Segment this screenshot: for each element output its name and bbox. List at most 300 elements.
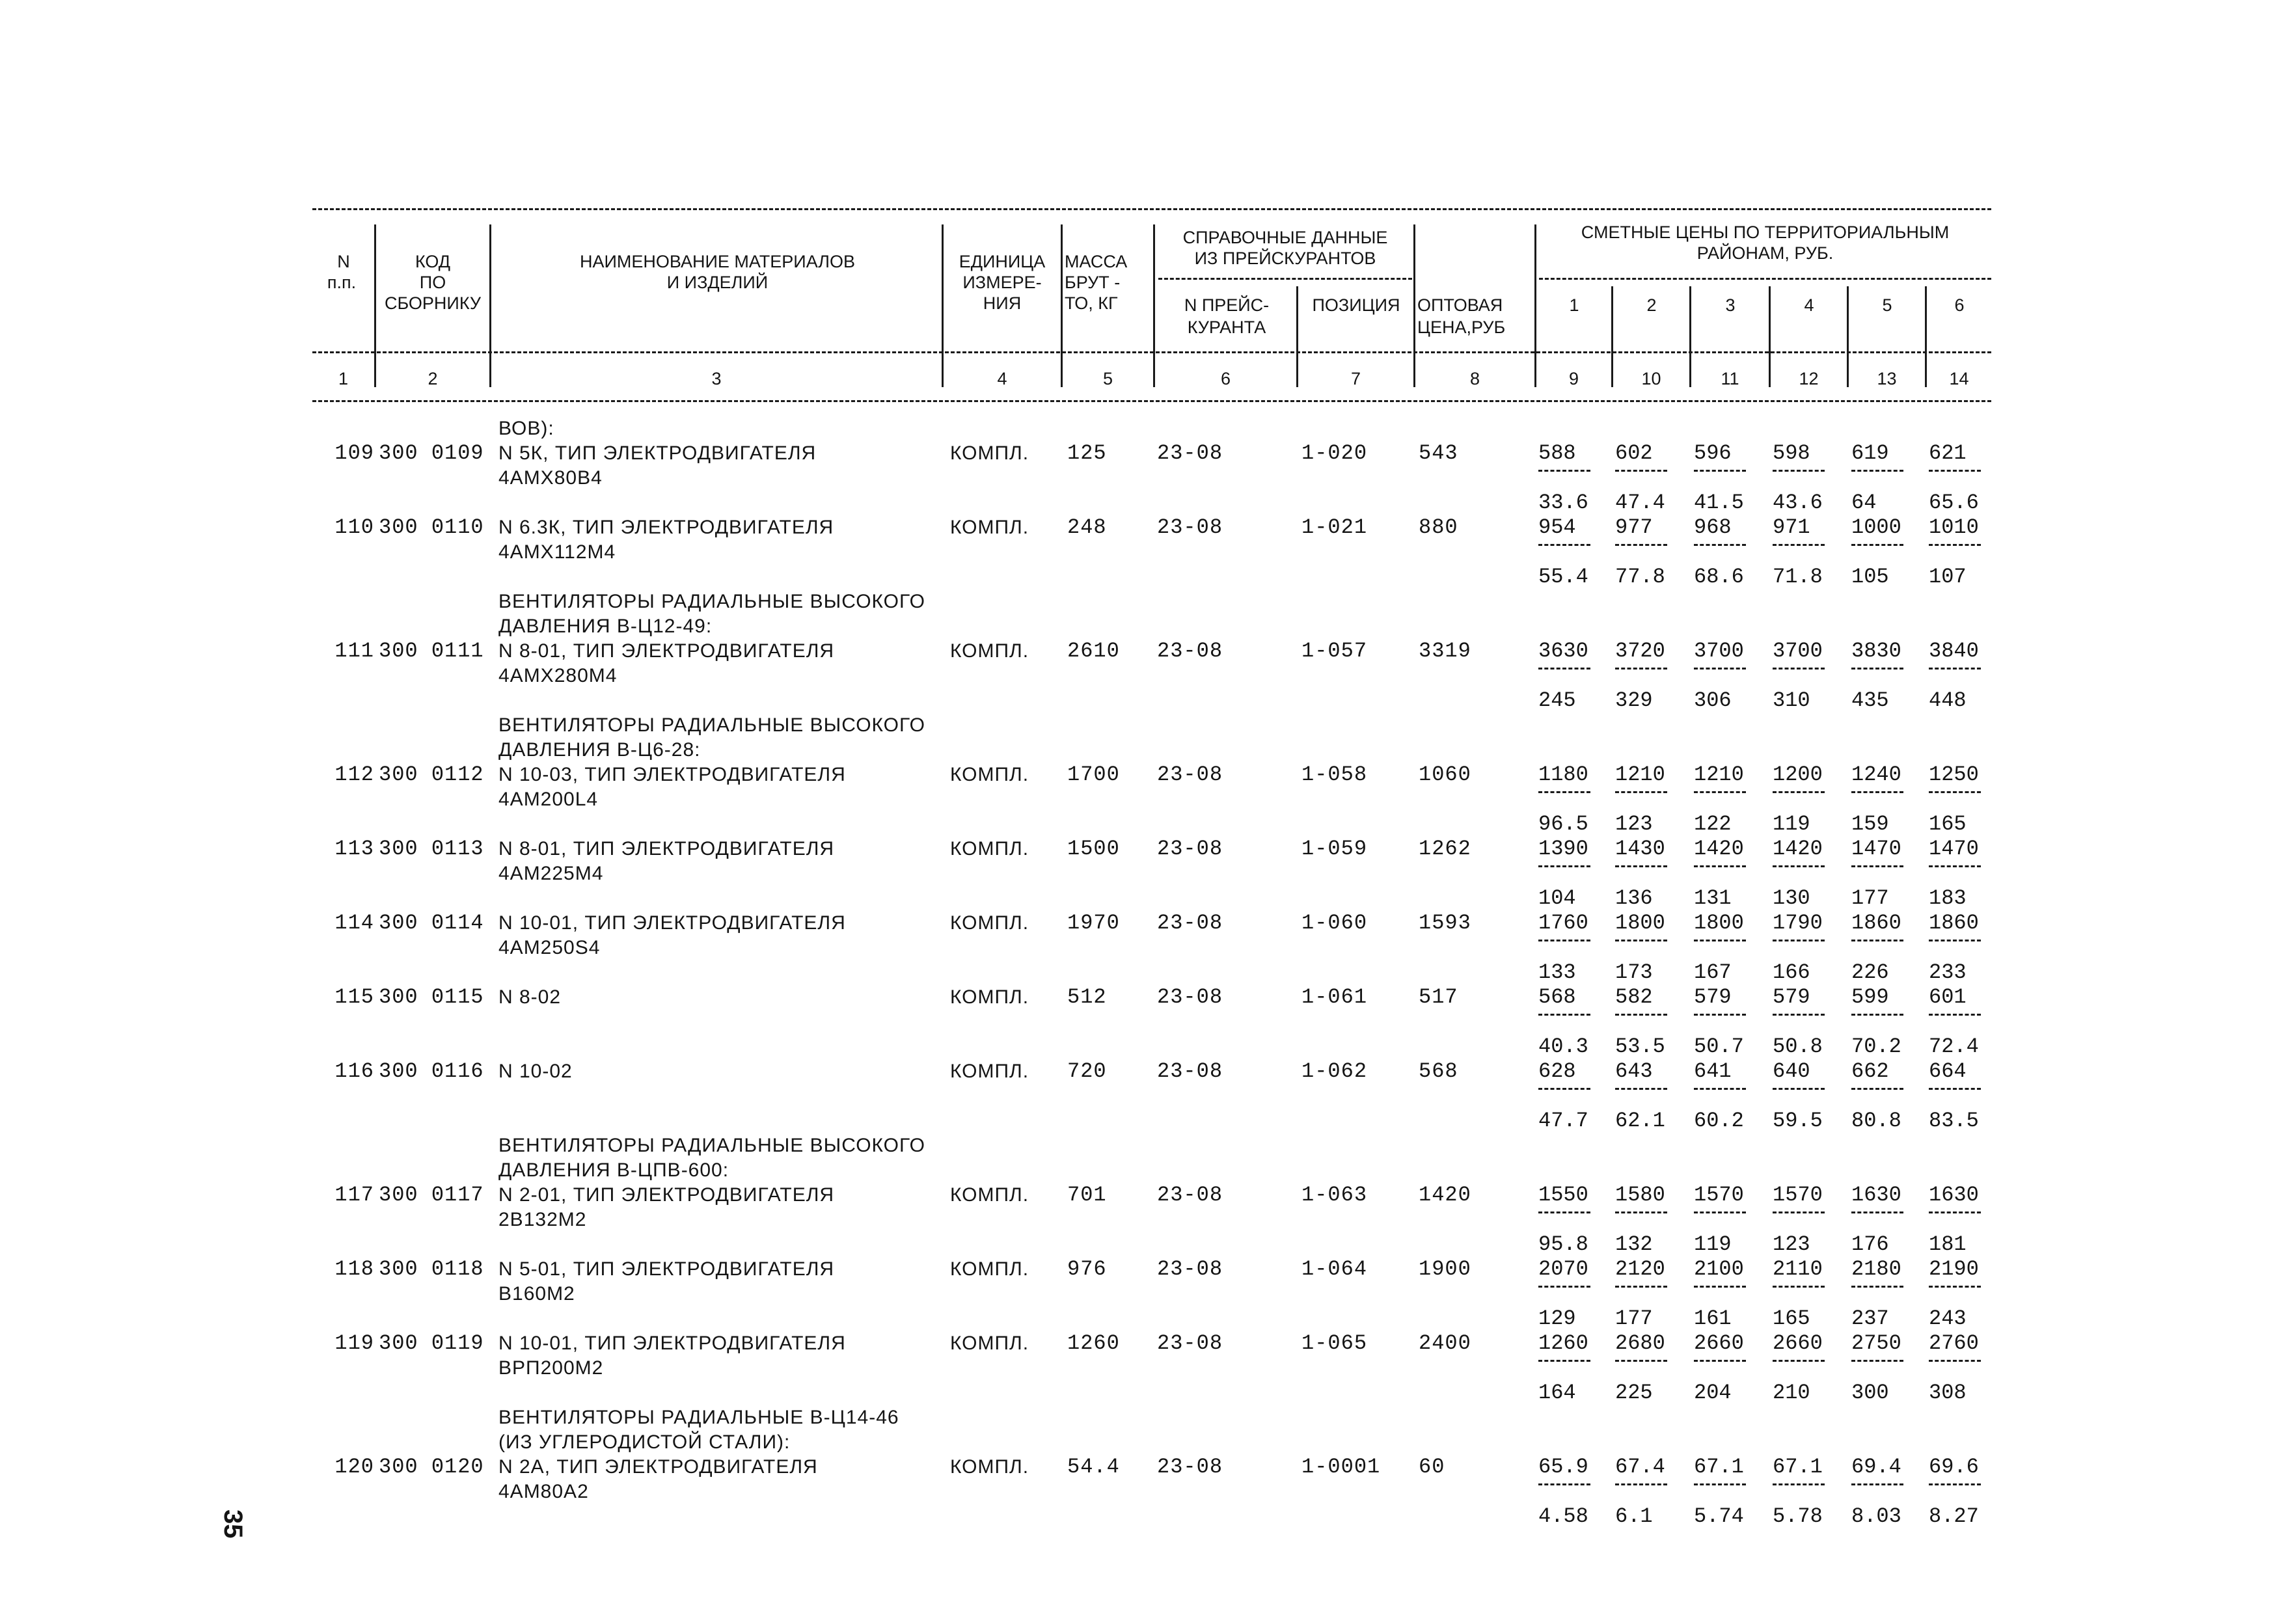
- district-price-1: 954: [1538, 515, 1576, 539]
- fraction-bar: [1694, 1286, 1746, 1288]
- district-price-3: 641: [1694, 1059, 1732, 1083]
- header-district-2: 2: [1646, 295, 1657, 315]
- item-price-list: 23-08: [1157, 1183, 1223, 1207]
- item-name-line: 4АМ80А2: [498, 1481, 589, 1502]
- item-price-list: 23-08: [1157, 515, 1223, 539]
- item-mass: 1260: [1067, 1331, 1120, 1355]
- district-price-extra-2: 47.4: [1615, 491, 1665, 515]
- item-name-line: 2В132М2: [498, 1209, 587, 1230]
- item-name-line: N 10-01, ТИП ЭЛЕКТРОДВИГАТЕЛЯ: [498, 912, 846, 934]
- district-price-extra-3: 167: [1694, 960, 1732, 984]
- district-price-2: 602: [1615, 441, 1653, 465]
- fraction-bar: [1929, 1360, 1981, 1362]
- header-col8-line2: ЦЕНА,РУБ: [1417, 318, 1506, 337]
- district-price-extra-3: 204: [1694, 1381, 1732, 1405]
- colnum-9: 9: [1568, 369, 1579, 388]
- row-number: 116: [334, 1059, 374, 1083]
- item-mass: 248: [1067, 515, 1107, 539]
- row-number: 111: [334, 639, 374, 663]
- district-price-2: 977: [1615, 515, 1653, 539]
- fraction-bar: [1851, 1483, 1903, 1485]
- district-price-extra-2: 136: [1615, 886, 1653, 910]
- header-col8-line1: ОПТОВАЯ: [1417, 295, 1503, 315]
- district-price-extra-4: 119: [1773, 812, 1810, 836]
- district-price-4: 2110: [1773, 1257, 1823, 1281]
- district-price-4: 1200: [1773, 763, 1823, 787]
- item-mass: 125: [1067, 441, 1107, 465]
- district-price-4: 3700: [1773, 639, 1823, 663]
- district-price-extra-6: 165: [1929, 812, 1967, 836]
- header-col3-line1: НАИМЕНОВАНИЕ МАТЕРИАЛОВ: [579, 252, 856, 271]
- fraction-bar: [1538, 1211, 1590, 1213]
- district-price-extra-2: 173: [1615, 960, 1653, 984]
- district-price-3: 2100: [1694, 1257, 1744, 1281]
- district-price-5: 1630: [1851, 1183, 1901, 1207]
- row-number: 110: [334, 515, 374, 539]
- fraction-bar: [1851, 668, 1903, 670]
- item-name-line: 4АМ250S4: [498, 937, 601, 958]
- district-price-extra-3: 68.6: [1694, 565, 1744, 589]
- fraction-bar: [1773, 1483, 1825, 1485]
- fraction-bar: [1851, 1286, 1903, 1288]
- district-price-6: 69.6: [1929, 1455, 1979, 1479]
- district-price-extra-3: 122: [1694, 812, 1732, 836]
- item-position: 1-059: [1301, 837, 1368, 861]
- item-price-list: 23-08: [1157, 763, 1223, 787]
- colnum-1: 1: [338, 369, 349, 388]
- colnum-12: 12: [1799, 369, 1819, 388]
- item-mass: 512: [1067, 985, 1107, 1009]
- col-separator: [1534, 224, 1536, 387]
- header-col1-line2: п.п.: [327, 273, 357, 292]
- colnum-11: 11: [1721, 369, 1739, 388]
- district-price-3: 1210: [1694, 763, 1744, 787]
- district-price-extra-3: 119: [1694, 1232, 1732, 1256]
- row-code: 300 0109: [379, 441, 484, 465]
- fraction-bar: [1538, 1088, 1590, 1090]
- header-ref-group-line1: СПРАВОЧНЫЕ ДАННЫЕ: [1182, 228, 1388, 247]
- district-price-extra-6: 83.5: [1929, 1109, 1979, 1133]
- item-unit: КОМПЛ.: [950, 517, 1029, 538]
- fraction-bar: [1929, 544, 1981, 546]
- district-price-extra-4: 123: [1773, 1232, 1810, 1256]
- district-price-extra-6: 243: [1929, 1306, 1967, 1331]
- item-name-line: ВРП200М2: [498, 1357, 604, 1379]
- fraction-bar: [1615, 1360, 1667, 1362]
- district-price-5: 1240: [1851, 763, 1901, 787]
- district-price-2: 1580: [1615, 1183, 1665, 1207]
- district-price-4: 971: [1773, 515, 1810, 539]
- district-price-1: 3630: [1538, 639, 1588, 663]
- header-top-rule: [312, 208, 1991, 210]
- header-district-5: 5: [1882, 295, 1892, 315]
- fraction-bar: [1773, 668, 1825, 670]
- district-price-extra-3: 60.2: [1694, 1109, 1744, 1133]
- item-mass: 54.4: [1067, 1455, 1120, 1479]
- item-price-list: 23-08: [1157, 1455, 1223, 1479]
- fraction-bar: [1615, 1211, 1667, 1213]
- group-heading-line: ВОВ):: [498, 418, 554, 439]
- item-wholesale-price: 1262: [1419, 837, 1471, 861]
- district-price-extra-3: 161: [1694, 1306, 1732, 1331]
- header-district-1: 1: [1569, 295, 1579, 315]
- district-price-extra-4: 310: [1773, 688, 1810, 712]
- district-price-5: 662: [1851, 1059, 1889, 1083]
- colnum-6: 6: [1220, 369, 1231, 388]
- district-price-extra-2: 329: [1615, 688, 1653, 712]
- district-price-5: 619: [1851, 441, 1889, 465]
- district-price-extra-2: 62.1: [1615, 1109, 1665, 1133]
- item-price-list: 23-08: [1157, 985, 1223, 1009]
- item-wholesale-price: 1593: [1419, 911, 1471, 935]
- header-col5-line1: МАССА: [1065, 252, 1128, 271]
- district-price-2: 1430: [1615, 837, 1665, 861]
- header-col2-line1: КОД: [415, 252, 451, 271]
- header-col2-line2: ПО: [419, 273, 446, 292]
- fraction-bar: [1929, 470, 1981, 472]
- ref-group-rule: [1158, 278, 1412, 280]
- item-wholesale-price: 1900: [1419, 1257, 1471, 1281]
- district-price-extra-5: 226: [1851, 960, 1889, 984]
- row-number: 117: [334, 1183, 374, 1207]
- item-position: 1-057: [1301, 639, 1368, 663]
- colnum-4: 4: [997, 369, 1007, 388]
- fraction-bar: [1851, 865, 1903, 867]
- row-number: 118: [334, 1257, 374, 1281]
- colnum-7: 7: [1350, 369, 1361, 388]
- row-code: 300 0116: [379, 1059, 484, 1083]
- district-price-extra-5: 8.03: [1851, 1504, 1901, 1528]
- header-col7: ПОЗИЦИЯ: [1312, 295, 1400, 315]
- district-price-extra-1: 33.6: [1538, 491, 1588, 515]
- district-price-extra-1: 164: [1538, 1381, 1576, 1405]
- item-wholesale-price: 3319: [1419, 639, 1471, 663]
- fraction-bar: [1615, 791, 1667, 793]
- district-price-6: 2760: [1929, 1331, 1979, 1355]
- district-price-extra-5: 237: [1851, 1306, 1889, 1331]
- district-price-2: 67.4: [1615, 1455, 1665, 1479]
- district-price-1: 1760: [1538, 911, 1588, 935]
- item-name-line: N 8-02: [498, 986, 562, 1008]
- fraction-bar: [1851, 1211, 1903, 1213]
- district-price-1: 1550: [1538, 1183, 1588, 1207]
- district-price-extra-5: 177: [1851, 886, 1889, 910]
- fraction-bar: [1694, 940, 1746, 941]
- item-mass: 720: [1067, 1059, 1107, 1083]
- header-col6-line2: КУРАНТА: [1187, 318, 1266, 337]
- row-number: 112: [334, 763, 374, 787]
- item-name-line: N 2-01, ТИП ЭЛЕКТРОДВИГАТЕЛЯ: [498, 1184, 835, 1206]
- district-price-4: 1420: [1773, 837, 1823, 861]
- district-price-extra-5: 176: [1851, 1232, 1889, 1256]
- fraction-bar: [1929, 1211, 1981, 1213]
- fraction-bar: [1538, 668, 1590, 670]
- group-heading-line: ДАВЛЕНИЯ В-Ц6-28:: [498, 739, 701, 761]
- fraction-bar: [1538, 1014, 1590, 1016]
- district-price-extra-5: 80.8: [1851, 1109, 1901, 1133]
- district-price-extra-5: 159: [1851, 812, 1889, 836]
- colnum-8: 8: [1469, 369, 1480, 388]
- fraction-bar: [1773, 1014, 1825, 1016]
- header-district-6: 6: [1954, 295, 1965, 315]
- item-unit: КОМПЛ.: [950, 442, 1029, 464]
- fraction-bar: [1694, 791, 1746, 793]
- item-mass: 1500: [1067, 837, 1120, 861]
- district-price-1: 1390: [1538, 837, 1588, 861]
- item-position: 1-060: [1301, 911, 1368, 935]
- fraction-bar: [1694, 865, 1746, 867]
- row-number: 119: [334, 1331, 374, 1355]
- item-unit: КОМПЛ.: [950, 1184, 1029, 1206]
- district-price-5: 2180: [1851, 1257, 1901, 1281]
- district-price-extra-4: 59.5: [1773, 1109, 1823, 1133]
- item-position: 1-064: [1301, 1257, 1368, 1281]
- group-heading-line: ДАВЛЕНИЯ В-Ц12-49:: [498, 616, 713, 637]
- row-code: 300 0114: [379, 911, 484, 935]
- item-unit: КОМПЛ.: [950, 912, 1029, 934]
- fraction-bar: [1615, 470, 1667, 472]
- item-position: 1-062: [1301, 1059, 1368, 1083]
- fraction-bar: [1694, 544, 1746, 546]
- fraction-bar: [1929, 1483, 1981, 1485]
- fraction-bar: [1538, 940, 1590, 941]
- fraction-bar: [1929, 1014, 1981, 1016]
- district-price-4: 579: [1773, 985, 1810, 1009]
- fraction-bar: [1538, 865, 1590, 867]
- item-price-list: 23-08: [1157, 639, 1223, 663]
- item-name-line: N 2А, ТИП ЭЛЕКТРОДВИГАТЕЛЯ: [498, 1456, 818, 1478]
- district-price-3: 1420: [1694, 837, 1744, 861]
- item-wholesale-price: 60: [1419, 1455, 1445, 1479]
- district-price-4: 2660: [1773, 1331, 1823, 1355]
- fraction-bar: [1773, 940, 1825, 941]
- colnum-13: 13: [1877, 369, 1897, 388]
- district-price-5: 1860: [1851, 911, 1901, 935]
- item-wholesale-price: 543: [1419, 441, 1458, 465]
- district-price-extra-6: 8.27: [1929, 1504, 1979, 1528]
- fraction-bar: [1773, 1211, 1825, 1213]
- item-wholesale-price: 568: [1419, 1059, 1458, 1083]
- colnum-3: 3: [711, 369, 722, 388]
- district-price-2: 643: [1615, 1059, 1653, 1083]
- district-price-extra-2: 132: [1615, 1232, 1653, 1256]
- district-price-2: 1800: [1615, 911, 1665, 935]
- district-price-4: 640: [1773, 1059, 1810, 1083]
- district-price-3: 2660: [1694, 1331, 1744, 1355]
- district-price-extra-5: 70.2: [1851, 1035, 1901, 1059]
- item-unit: КОМПЛ.: [950, 1061, 1029, 1082]
- fraction-bar: [1929, 791, 1981, 793]
- district-price-extra-1: 129: [1538, 1306, 1576, 1331]
- item-mass: 701: [1067, 1183, 1107, 1207]
- fraction-bar: [1615, 1286, 1667, 1288]
- fraction-bar: [1615, 544, 1667, 546]
- district-price-1: 2070: [1538, 1257, 1588, 1281]
- district-price-5: 1000: [1851, 515, 1901, 539]
- row-number: 114: [334, 911, 374, 935]
- fraction-bar: [1615, 865, 1667, 867]
- district-price-1: 65.9: [1538, 1455, 1588, 1479]
- header-col5-line3: ТО, КГ: [1065, 293, 1118, 313]
- district-price-extra-4: 210: [1773, 1381, 1810, 1405]
- district-price-extra-5: 300: [1851, 1381, 1889, 1405]
- page-number: 35: [219, 1509, 247, 1539]
- item-position: 1-0001: [1301, 1455, 1381, 1479]
- fraction-bar: [1773, 791, 1825, 793]
- item-name-line: N 5К, ТИП ЭЛЕКТРОДВИГАТЕЛЯ: [498, 442, 817, 464]
- header-district-3: 3: [1725, 295, 1736, 315]
- district-price-3: 968: [1694, 515, 1732, 539]
- district-price-3: 579: [1694, 985, 1732, 1009]
- row-number: 115: [334, 985, 374, 1009]
- district-price-5: 69.4: [1851, 1455, 1901, 1479]
- item-unit: КОМПЛ.: [950, 1456, 1029, 1478]
- item-name-line: N 10-03, ТИП ЭЛЕКТРОДВИГАТЕЛЯ: [498, 764, 846, 785]
- row-number: 109: [334, 441, 374, 465]
- group-heading-line: (ИЗ УГЛЕРОДИСТОЙ СТАЛИ):: [498, 1431, 791, 1453]
- row-code: 300 0110: [379, 515, 484, 539]
- district-price-2: 2120: [1615, 1257, 1665, 1281]
- district-price-extra-1: 4.58: [1538, 1504, 1588, 1528]
- district-price-extra-3: 50.7: [1694, 1035, 1744, 1059]
- district-price-6: 2190: [1929, 1257, 1979, 1281]
- item-position: 1-058: [1301, 763, 1368, 787]
- district-price-extra-4: 71.8: [1773, 565, 1823, 589]
- fraction-bar: [1694, 668, 1746, 670]
- item-wholesale-price: 517: [1419, 985, 1458, 1009]
- fraction-bar: [1694, 1483, 1746, 1485]
- district-price-extra-5: 435: [1851, 688, 1889, 712]
- district-price-4: 1790: [1773, 911, 1823, 935]
- fraction-bar: [1538, 1360, 1590, 1362]
- fraction-bar: [1538, 470, 1590, 472]
- fraction-bar: [1851, 940, 1903, 941]
- item-name-line: N 6.3К, ТИП ЭЛЕКТРОДВИГАТЕЛЯ: [498, 517, 834, 538]
- item-price-list: 23-08: [1157, 1331, 1223, 1355]
- colnum-10: 10: [1641, 369, 1661, 388]
- district-price-extra-1: 104: [1538, 886, 1576, 910]
- item-name-line: N 5-01, ТИП ЭЛЕКТРОДВИГАТЕЛЯ: [498, 1258, 835, 1280]
- district-price-extra-1: 133: [1538, 960, 1576, 984]
- district-price-extra-6: 72.4: [1929, 1035, 1979, 1059]
- colnum-14: 14: [1949, 369, 1969, 388]
- item-mass: 1970: [1067, 911, 1120, 935]
- fraction-bar: [1773, 544, 1825, 546]
- fraction-bar: [1929, 1088, 1981, 1090]
- item-price-list: 23-08: [1157, 1059, 1223, 1083]
- col-separator: [1413, 224, 1415, 387]
- district-price-extra-2: 53.5: [1615, 1035, 1665, 1059]
- fraction-bar: [1538, 1286, 1590, 1288]
- district-price-5: 599: [1851, 985, 1889, 1009]
- fraction-bar: [1773, 865, 1825, 867]
- header-col3-line2: И ИЗДЕЛИЙ: [666, 273, 769, 292]
- district-price-extra-2: 123: [1615, 812, 1653, 836]
- item-price-list: 23-08: [1157, 911, 1223, 935]
- item-price-list: 23-08: [1157, 837, 1223, 861]
- item-mass: 1700: [1067, 763, 1120, 787]
- district-price-extra-1: 245: [1538, 688, 1576, 712]
- item-position: 1-063: [1301, 1183, 1368, 1207]
- row-number: 113: [334, 837, 374, 861]
- district-price-extra-1: 47.7: [1538, 1109, 1588, 1133]
- item-mass: 2610: [1067, 639, 1120, 663]
- fraction-bar: [1773, 470, 1825, 472]
- colnum-2: 2: [428, 369, 438, 388]
- fraction-bar: [1929, 940, 1981, 941]
- fraction-bar: [1538, 544, 1590, 546]
- col-separator: [1153, 224, 1155, 387]
- fraction-bar: [1694, 1211, 1746, 1213]
- item-name-line: N 10-02: [498, 1061, 573, 1082]
- fraction-bar: [1851, 1360, 1903, 1362]
- item-unit: КОМПЛ.: [950, 764, 1029, 785]
- district-price-5: 1470: [1851, 837, 1901, 861]
- group-heading-line: ВЕНТИЛЯТОРЫ РАДИАЛЬНЫЕ ВЫСОКОГО: [498, 591, 925, 612]
- fraction-bar: [1694, 1360, 1746, 1362]
- item-name-line: 4АМ200L4: [498, 789, 599, 810]
- district-price-1: 1180: [1538, 763, 1588, 787]
- district-price-extra-6: 448: [1929, 688, 1967, 712]
- district-price-2: 1210: [1615, 763, 1665, 787]
- district-price-extra-3: 41.5: [1694, 491, 1744, 515]
- item-position: 1-021: [1301, 515, 1368, 539]
- row-code: 300 0119: [379, 1331, 484, 1355]
- header-col4-line3: НИЯ: [983, 293, 1022, 313]
- fraction-bar: [1615, 1088, 1667, 1090]
- group-heading-line: ВЕНТИЛЯТОРЫ РАДИАЛЬНЫЕ В-Ц14-46: [498, 1407, 899, 1428]
- fraction-bar: [1929, 865, 1981, 867]
- header-ref-group-line2: ИЗ ПРЕЙСКУРАНТОВ: [1194, 249, 1376, 268]
- item-wholesale-price: 880: [1419, 515, 1458, 539]
- header-district-4: 4: [1804, 295, 1814, 315]
- item-unit: КОМПЛ.: [950, 640, 1029, 662]
- district-price-extra-2: 225: [1615, 1381, 1653, 1405]
- item-name-line: 4АМ225М4: [498, 863, 604, 884]
- fraction-bar: [1694, 1088, 1746, 1090]
- district-price-3: 67.1: [1694, 1455, 1744, 1479]
- district-price-extra-2: 177: [1615, 1306, 1653, 1331]
- district-price-6: 1010: [1929, 515, 1979, 539]
- district-price-6: 1470: [1929, 837, 1979, 861]
- district-price-extra-6: 181: [1929, 1232, 1967, 1256]
- district-price-extra-3: 5.74: [1694, 1504, 1744, 1528]
- col-separator: [1061, 224, 1063, 387]
- district-price-4: 1570: [1773, 1183, 1823, 1207]
- district-price-extra-4: 165: [1773, 1306, 1810, 1331]
- price-group-rule: [1539, 278, 1991, 280]
- row-code: 300 0113: [379, 837, 484, 861]
- row-code: 300 0120: [379, 1455, 484, 1479]
- district-price-extra-4: 43.6: [1773, 491, 1823, 515]
- fraction-bar: [1851, 1088, 1903, 1090]
- row-code: 300 0111: [379, 639, 484, 663]
- district-price-extra-4: 5.78: [1773, 1504, 1823, 1528]
- item-name-line: 4АМХ80В4: [498, 467, 603, 489]
- district-price-extra-5: 105: [1851, 565, 1889, 589]
- row-number: 120: [334, 1455, 374, 1479]
- group-heading-line: ВЕНТИЛЯТОРЫ РАДИАЛЬНЫЕ ВЫСОКОГО: [498, 1135, 925, 1156]
- row-code: 300 0118: [379, 1257, 484, 1281]
- item-wholesale-price: 1060: [1419, 763, 1471, 787]
- district-price-extra-3: 131: [1694, 886, 1732, 910]
- district-price-4: 67.1: [1773, 1455, 1823, 1479]
- district-price-3: 3700: [1694, 639, 1744, 663]
- fraction-bar: [1694, 1014, 1746, 1016]
- fraction-bar: [1851, 470, 1903, 472]
- fraction-bar: [1773, 1360, 1825, 1362]
- district-price-extra-6: 308: [1929, 1381, 1967, 1405]
